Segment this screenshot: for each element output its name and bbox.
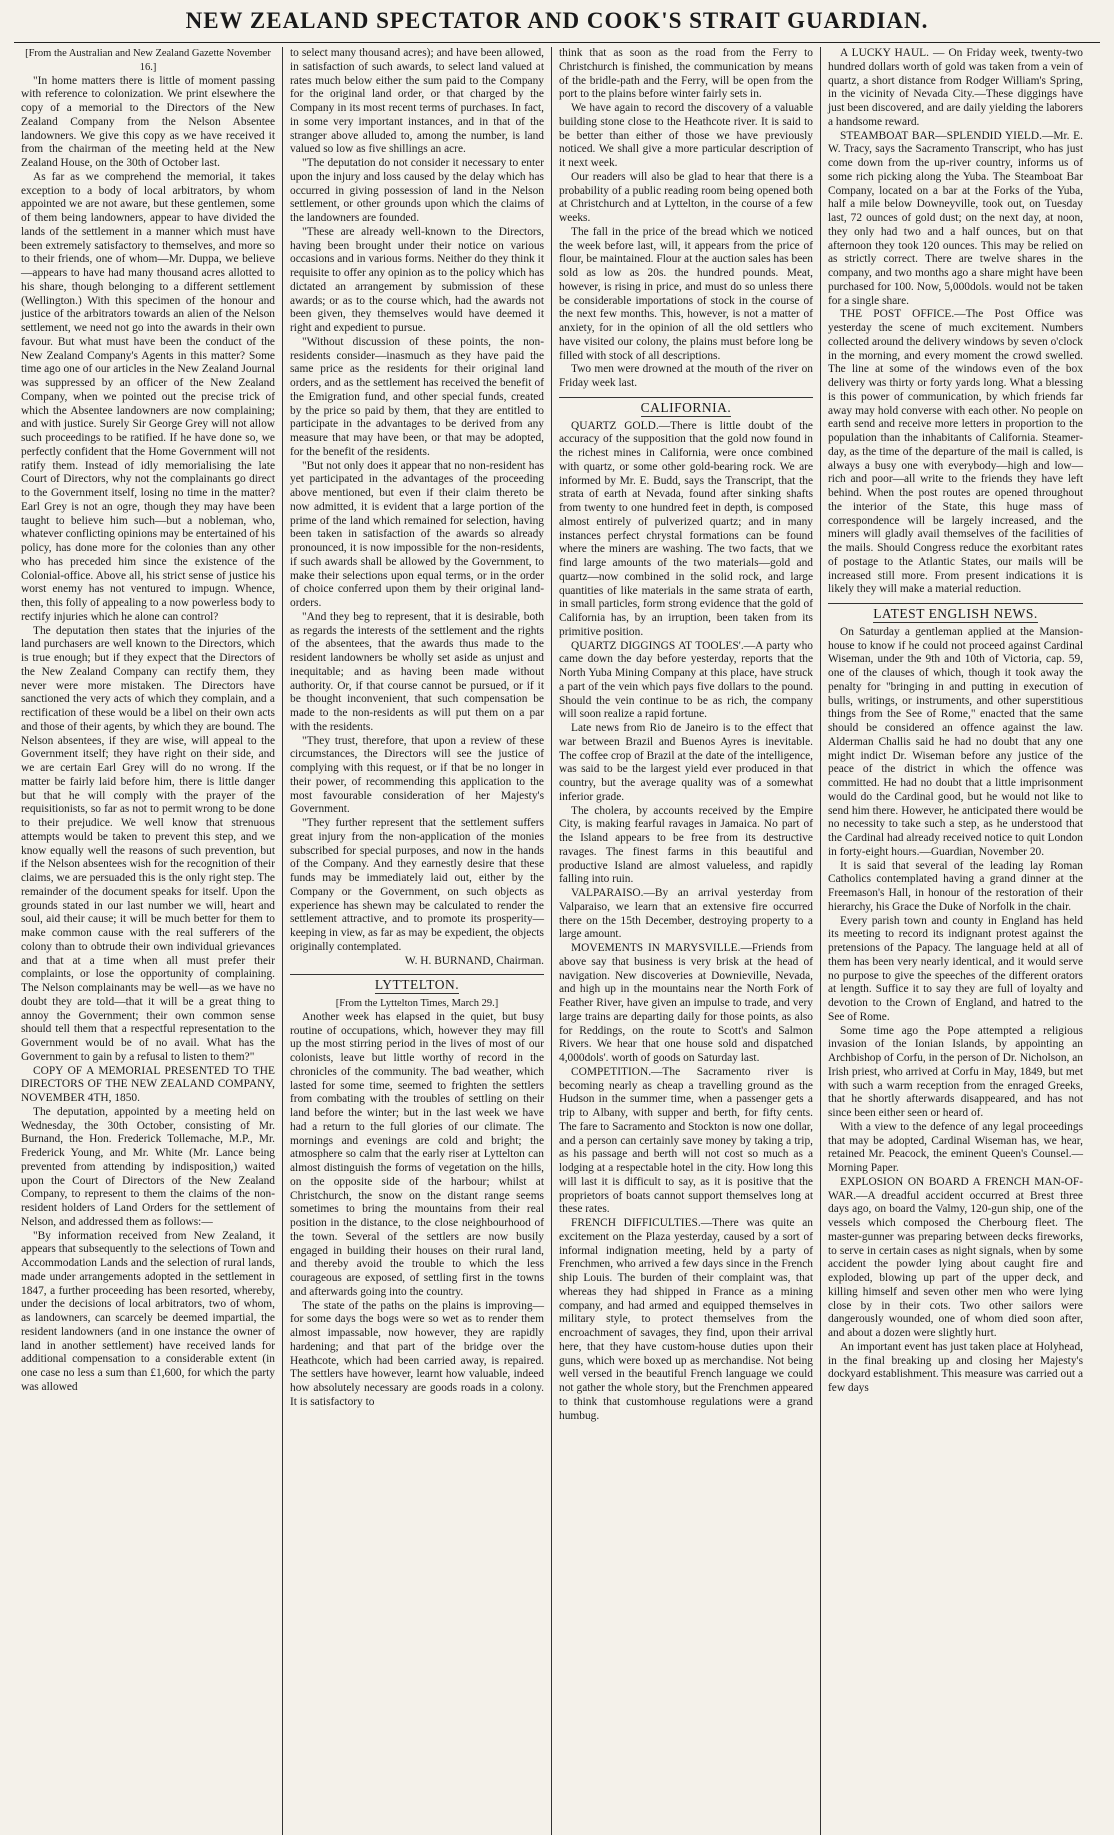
paragraph: Two men were drowned at the mouth of the river on Friday week last. — [559, 363, 813, 389]
paragraph: "They further represent that the settlement suffers great injury from the non-application of the monies subscribed for special purposes, and now in the hands of the Company. And they earnestly desire that these funds may be immediately laid out, either by the Company or the Government, on such objects as experience has shewn may be calculated to render the settlement attractive, and to promote its prosperity—keeping in view, as far as may be expedient, the objects originally contemplated. — [290, 817, 544, 953]
paragraph: "These are already well-known to the Directors, having been brought under their notice on various occasions and in various forms. Neither do they think it requisite to offer any opinion as to the policy which has dictated an arrangement by submission of these awards; or as to the course which, had the awards not been given, they themselves would have deemed it right and expedient to pursue. — [290, 225, 544, 334]
paragraph: "They trust, therefore, that upon a review of these circumstances, the Directors will see the justice of complying with this request, or if that be no longer in their power, of recommending this application to the most favourable consideration of her Majesty's Government. — [290, 734, 544, 816]
paragraph: Another week has elapsed in the quiet, but busy routine of occupations, which, however they may fill up the most stirring period in the lives of most of our colonists, leave but little worthy of record in the chronicles of the community. The bad weather, which lasted for some time, seemed to frighten the settlers from combating with the troubles of settling on their land before the winter; but in the last week we have had a return to the full glories of our climate. The mornings and evenings are cold and bright; the atmosphere so calm that the early riser at Lyttelton can almost distinguish the forms of vegetation on the hills, on the opposite side of the harbour; whilst at Christchurch, the snow on the distant range seems sometimes to bring the mountains from their real position in the distance, to the close neighbourhood of the town. Several of the settlers are now busily engaged in building their houses on their rural land, and thereby avoid the trouble to which the less courageous are exposed, of settling first in the towns and afterwards going into the country. — [290, 1010, 544, 1298]
column-4 — [821, 47, 1090, 1835]
masthead-title: NEW ZEALAND SPECTATOR AND COOK'S STRAIT GUARDIAN. — [14, 0, 1100, 43]
paragraph: "But not only does it appear that no non-resident has yet participated in the advantages of the proceeding above mentioned, but even if their claim thereto be now admitted, it is evident that a large portion of the prime of the land which remained for selection, having been taken in satisfaction of the awards so already pronounced, it is now impossible for the non-residents, if such awards shall be allowed by the Government, to make their selections upon equal terms, or in the order of choice conferred upon them by their original land-orders. — [290, 459, 544, 609]
paragraph: As far as we comprehend the memorial, it takes exception to a body of local arbitrators, by whom appointed we are not aware, but these gentlemen, some of them being landowners, appear to have divided the lands of the settlement in a manner which must have been extremely satisfactory to themselves, and more so to their friends, one of whom—Mr. Duppa, we believe—appears to have had many thousand acres allotted to his share, though belonging to a different settlement (Wellington.) With this specimen of the honour and justice of the arbitrators towards an alien of the Nelson settlement, we need not go into the awards in their own favour. But what must have been the conduct of the New Zealand Company's Agents in this matter? Some time ago one of our articles in the New Zealand Journal was suppressed by an officer of the New Zealand Company, when we pointed out the precise trick of which the Absentee landowners are now complaining; and with justice. Surely Sir George Grey will not allow such proceedings to be ratified. If he have done so, we perfectly confident that the Home Government will not ratify them. Instead of idly memorialising the late Court of Directors, why not the complainants go direct to the Government itself, losing no time in the matter? Earl Grey is not an ogre, though they may have been taught to believe him such—but a nobleman, who, whatever conflicting opinions may be entertained of his policy, has done more for the colonies than any other who has preceded him since the existence of the Colonial-office. Above all, his strict sense of justice his worst enemy has not ventured to impugn. Whence, then, this folly of appealing to a now powerless body to rectify injuries which he alone can control? — [21, 170, 275, 623]
paragraph: "Without discussion of these points, the non-residents consider—inasmuch as they have paid the same price as the residents for their original land orders, and as the settlement has received the benefit of the Emigration fund, and other special funds, created by the price so paid by them, that they are entitled to participate in the advantages to be derived from any measure that may have been, or that may be adopted, for the benefit of the residents. — [290, 335, 544, 458]
paragraph: THE POST OFFICE.—The Post Office was yesterday the scene of much excitement. Numbers collected around the delivery windows by seven o'clock in the morning, and every moment the crowd swelled. The line at some of the windows even of the box delivery was thirty or forty yards long. What a blessing is this power of communication, by which friends far away may hold converse with each other. No people on earth send and receive more letters in proportion to the population than the inhabitants of California. Steamer-day, as the time of the departure of the mail is called, is always a busy one with everybody—high and low—rich and poor—all write to the friends they have left behind. When the post routes are opened throughout the interior of the State, this huge mass of correspondence will be largely increased, and the miners will gladly avail themselves of the facilities of the mails. Should Congress reduce the exorbitant rates of postage to the Atlantic States, our mails will be increased still more. From present indications it is likely they will make a material reduction. — [828, 308, 1083, 596]
paragraph: Some time ago the Pope attempted a religious invasion of the Ionian Islands, by appointing an Archbishop of Corfu, in the person of Dr. Nicholson, an Irish priest, who arrived at Corfu in May, 1849, but met with such a warm reception from the enraged Greeks, that he shortly afterwards disappeared, and has not since been either seen or heard of. — [828, 1024, 1083, 1119]
heading-text: CALIFORNIA. — [640, 399, 732, 415]
paragraph: Every parish town and county in England has held its meeting to record its indignant protest against the pretensions of the Papacy. The language held at all of them has been very nearly identical, and it would serve no purpose to give the speeches of the different orators at length. Suffice it to say they are full of loyalty and devotion to the Crown of England, and hatred to the See of Rome. — [828, 914, 1083, 1023]
signature: W. H. BURNAND, Chairman. — [404, 954, 544, 967]
paragraph: "And they beg to represent, that it is desirable, both as regards the interests of the settlement and the rights of the absentees, that the awards thus made to the resident landowners be wholly set aside as unjust and inequitable; and as having been made without authority. Or, if that course cannot be pursued, or if it be thought inconvenient, that such compensation be made to the non-residents as will put them on a par with the residents. — [290, 610, 544, 733]
paragraph: Our readers will also be glad to hear that there is a probability of a public reading room being opened both at Christchurch and at Lyttelton, in the course of a few weeks. — [559, 170, 813, 224]
paragraph: "In home matters there is little of moment passing with reference to colonization. We print elsewhere the copy of a memorial to the Directors of the New Zealand Company from the Nelson Absentee landowners. We give this copy as we have received it from the chairman of the meeting held at the New Zealand House, on the 30th of October last. — [21, 74, 275, 169]
section-heading-english-news — [828, 603, 1083, 621]
paragraph: QUARTZ GOLD.—There is little doubt of the accuracy of the supposition that the gold now found in the richest mines in California, were once combined with quartz, or some other gold-bearing rock. We are informed by Mr. E. Budd, says the Transcript, that the strata of earth at Nevada, found after sinking shafts from twenty to one hundred feet in depth, is composed almost entirely of pulverized quartz; and in many instances perfect chrystal formations can be found where the miners are washing. The two facts, that we find large amounts of the two materials—gold and quartz—now combined in the solid rock, and large quantities of like materials in the same strata of earth, in small particles, form strong evidence that the gold of California has, by an irruption, been taken from its primitive position. — [559, 419, 813, 638]
paragraph: The deputation, appointed by a meeting held on Wednesday, the 30th October, consisting of Mr. Burnand, the Hon. Frederick Tollemache, M.P., Mr. Frederick Young, and Mr. White (Mr. Lance being prevented from attending by indisposition,) waited upon the Court of Directors of the New Zealand Company, to represent to them the claims of the non-resident holders of Land Orders for the settlement of Nelson, and addressed them as follows:— — [21, 1105, 275, 1228]
paragraph: QUARTZ DIGGINGS AT TOOLES'.—A party who came down the day before yesterday, reports that the North Yuba Mining Company at this place, have struck a part of the vein which pays five dollars to the pound. Should the vein continue to be as rich, the company will soon realize a rapid fortune. — [559, 639, 813, 721]
paragraph: "The deputation do not consider it necessary to enter upon the injury and loss caused by the delay which has occurred in giving possession of land in the Nelson settlement, or other grounds upon which the claims of the landowners are founded. — [290, 157, 544, 224]
paragraph: An important event has just taken place at Holyhead, in the final breaking up and closing her Majesty's dockyard establishment. This measure was carried out a few days — [828, 1340, 1083, 1394]
paragraph: Late news from Rio de Janeiro is to the effect that war between Brazil and Buenos Ayres is inevitable. The coffee crop of Brazil at the date of the intelligence, was said to be the largest yield ever produced in that country, but the average quality was of a somewhat inferior grade. — [559, 722, 813, 803]
paragraph: With a view to the defence of any legal proceedings that may be adopted, Cardinal Wiseman has, we hear, retained Mr. Peacock, the eminent Queen's Counsel.—Morning Paper. — [828, 1120, 1083, 1174]
paragraph: The fall in the price of the bread which we noticed the week before last, will, it appears from the price of flour, be maintained. Flour at the auction sales has been sold as low as 20s. the hundred pounds. Meat, however, is rising in price, and must do so unless there be considerable importations of stock in the course of the next few months. This, however, is not a matter of anxiety, for in the opinion of all the old settlers who have visited our colony, the plains must before long be filled with stock of all descriptions. — [559, 225, 813, 362]
heading-text: LYTTELTON. — [374, 977, 460, 993]
paragraph: The state of the paths on the plains is improving—for some days the bogs were so wet as to render them almost impassable, now however, they are rapidly hardening; and that part of the bridge over the Heathcote, which had been carried away, is repaired. The settlers have however, learnt how valuable, indeed how absolutely necessary are goods roads in a colony. It is satisfactory to — [290, 1299, 544, 1408]
section-heading-california — [559, 397, 813, 415]
column-2 — [283, 47, 552, 1835]
columns — [14, 43, 1100, 1835]
paragraph: The deputation then states that the injuries of the land purchasers are well known to the Directors, which is true enough; but if they expect that the Directors of the New Zealand Company can rectify them, they never were more mistaken. The Directors have sanctioned the very acts of which they complain, and a rectification of these would be a libel on their own acts and those of their agents, by which they are bound. The Nelson absentees, if they are wise, will appeal to the Government itself; they have right on their side, and we are certain Earl Grey will do no wrong. If the matter be fairly laid before him, there is little danger but that he will comply with the prayer of the requisitionists, so far as not to permit wrong to be done to their prejudice. We well know that strenuous attempts would be taken to prevent this step, and we know equally well the reasons of such prevention, but if the Nelson absentees wish for the recognition of their claims, we are persuaded this is the only right step. The remainder of the document speaks for itself. Upon the grounds stated in our last number we will, heart and soul, aid their cause; it will be much better for them to make common cause with the real sufferers of the colony than to obtrude their own individual grievances and that at a time when all must prefer their complaints, or lose the opportunity of complaining. The Nelson complainants may be well—as we have no doubt they are told—that it will be a great thing to annoy the Government; their own common sense should tell them that a respectful representation to the Government would be of no avail. What has the Government to gain by a refusal to listen to them?" — [21, 624, 275, 1063]
paragraph: It is said that several of the leading lay Roman Catholics contemplated having a grand dinner at the Freemason's Hall, in honour of the restoration of their hierarchy, his Grace the Duke of Norfolk in the chair. — [828, 859, 1083, 913]
paragraph: MOVEMENTS IN MARYSVILLE.—Friends from above say that business is very brisk at the head of navigation. New discoveries at Downieville, Nevada, and high up in the mountains near the North Fork of Feather River, have given an impulse to trade, and very large trains are departing daily for those points, as also for Reddings, on the route to Scott's and Salmon Rivers. We hear that one house sold and dispatched 4,000dols'. worth of goods on Saturday last. — [559, 942, 813, 1064]
paragraph: We have again to record the discovery of a valuable building stone close to the Heathcote river. It is said to be better than either of those we have previously noticed. We shall give a more particular description of it next week. — [559, 102, 813, 169]
paragraph: The cholera, by accounts received by the Empire City, is making fearful ravages in Jamaica. No part of the Island appears to be free from its destructive ravages. The finest farms in this beautiful and productive Island are almost valueless, and rapidly falling into ruin. — [559, 804, 813, 886]
source-note: [From the Australian and New Zealand Gazette November 16.] — [25, 48, 271, 73]
paragraph: to select many thousand acres); and have been allowed, in satisfaction of such awards, to select land valued at rates much below either the sum paid to the Company for the original land order, or that charged by the Company in its most recent terms of purchases. In fact, in some very important instances, and in that of the stranger above alluded to, among the number, is land valued so low as five shillings an acre. — [290, 47, 544, 156]
paragraph: A LUCKY HAUL. — On Friday week, twenty-two hundred dollars worth of gold was taken from a vein of quartz, a short distance from Rodger William's Spring, in the vicinity of Nevada City.—These diggings have just been discovered, and are daily yielding the laborers a handsome reward. — [828, 47, 1083, 128]
paragraph: VALPARAISO.—By an arrival yesterday from Valparaiso, we learn that an extensive fire occurred there on the 15th December, destroying property to a large amount. — [559, 887, 813, 941]
memorial-title: COPY OF A MEMORIAL PRESENTED TO THE DIRECTORS OF THE NEW ZEALAND COMPANY, NOVEMBER 4TH, 1850. — [21, 1064, 275, 1104]
paragraph: EXPLOSION ON BOARD A FRENCH MAN-OF-WAR.—A dreadful accident occurred at Brest three days ago, on board the Valmy, 120-gun ship, one of the vessels which composed the Cherbourg fleet. The master-gunner was preparing between decks fireworks, to serve in certain cases as night signals, when by some accident the powder lying about caught fire and exploded, blowing up part of the upper deck, and killing himself and seven other men who were lying close by in their cots. Two other sailors were dangerously wounded, one of whom died soon after, and about a dozen were slightly hurt. — [828, 1175, 1083, 1339]
paragraph: On Saturday a gentleman applied at the Mansion-house to know if he could not proceed against Cardinal Wiseman, under the 9th and 10th of Victoria, cap. 59, one of the clauses of which, though it took away the penalty for "bringing in and putting in execution of bulls, writings, or instruments, and other superstitious things from the See of Rome," enacted that the same should be considered an offence against the law. Alderman Challis said he had no doubt that any one might indict Dr. Wiseman before any justice of the peace of the district in which the offence was committed. He had no doubt that a little imprisonment would do the Cardinal good, but he would not like to send him there. However, he anticipated there would be no necessity to take such a step, as he understood that the Cardinal had already received notice to quit London in forty-eight hours.—Guardian, November 20. — [828, 625, 1083, 858]
column-1 — [14, 47, 283, 1835]
paragraph: STEAMBOAT BAR—SPLENDID YIELD.—Mr. E. W. Tracy, says the Sacramento Transcript, who has just come down from the up-river country, informs us of some rich picking along the Yuba. The Steamboat Bar Company, located on a bar at the Forks of the Yuba, half a mile below Downeyville, took out, on Tuesday last, 72 ounces of gold dust; on the next day, at noon, they only had two and a half ounces, but on that afternoon they took 120 ounces. This may be relied on as strictly correct. There are twelve shares in the company, and two months ago a share might have been purchased for 100. Now, 5,000dols. would not be taken for a single share. — [828, 129, 1083, 307]
heading-text: LATEST ENGLISH NEWS. — [873, 606, 1038, 621]
paragraph: COMPETITION.—The Sacramento river is becoming nearly as cheap a travelling ground as the Hudson in the summer time, when a passenger gets a trip to Albany, with supper and berth, for fifty cents. The fare to Sacramento and Stockton is now one dollar, and a person can certainly save money by taking a trip, as his passage and berth will not cost so much as a lodging at a respectable hotel in the city. How long this will last it is difficult to say, as it is positive that the proprietors of boats cannot support themselves long at these rates. — [559, 1065, 813, 1216]
section-heading-lyttelton — [290, 974, 544, 992]
column-3 — [552, 47, 821, 1835]
paragraph: think that as soon as the road from the Ferry to Christchurch is finished, the communication by means of the bridle-path and the Ferry, will be open from the port to the plains before winter fairly sets in. — [559, 47, 813, 101]
paragraph: FRENCH DIFFICULTIES.—There was quite an excitement on the Plaza yesterday, caused by a sort of informal indignation meeting, held by a party of Frenchmen, who arrived a few days since in the French ship Louis. The burden of their complaint was, that whereas they had shipped in France as a mining company, and had armed and equipped themselves in military style, to protect themselves from the encroachment of savages, they find, upon their arrival here, that they have custom-house duties upon their guns, which were boxed up as merchandise. Not being well versed in the beautiful French language we could not gather the whole story, but the Frenchmen appeared to think that customhouse regulations were a grand humbug. — [559, 1217, 813, 1422]
paragraph: "By information received from New Zealand, it appears that subsequently to the selections of Town and Accommodation Lands and the selection of rural lands, made under arrangements adopted in the settlement in 1847, a further proceeding has been resorted, whereby, under the decisions of local arbitrators, two of whom, as landowners, can scarcely be deemed impartial, the resident landowners (and in one instance the owner of land in another settlement) have received lands for additional compensation to a considerable extent (in one case no less a sum than £1,600, for which the party was allowed — [21, 1229, 275, 1393]
source-note: [From the Lyttelton Times, March 29.] — [335, 998, 499, 1009]
